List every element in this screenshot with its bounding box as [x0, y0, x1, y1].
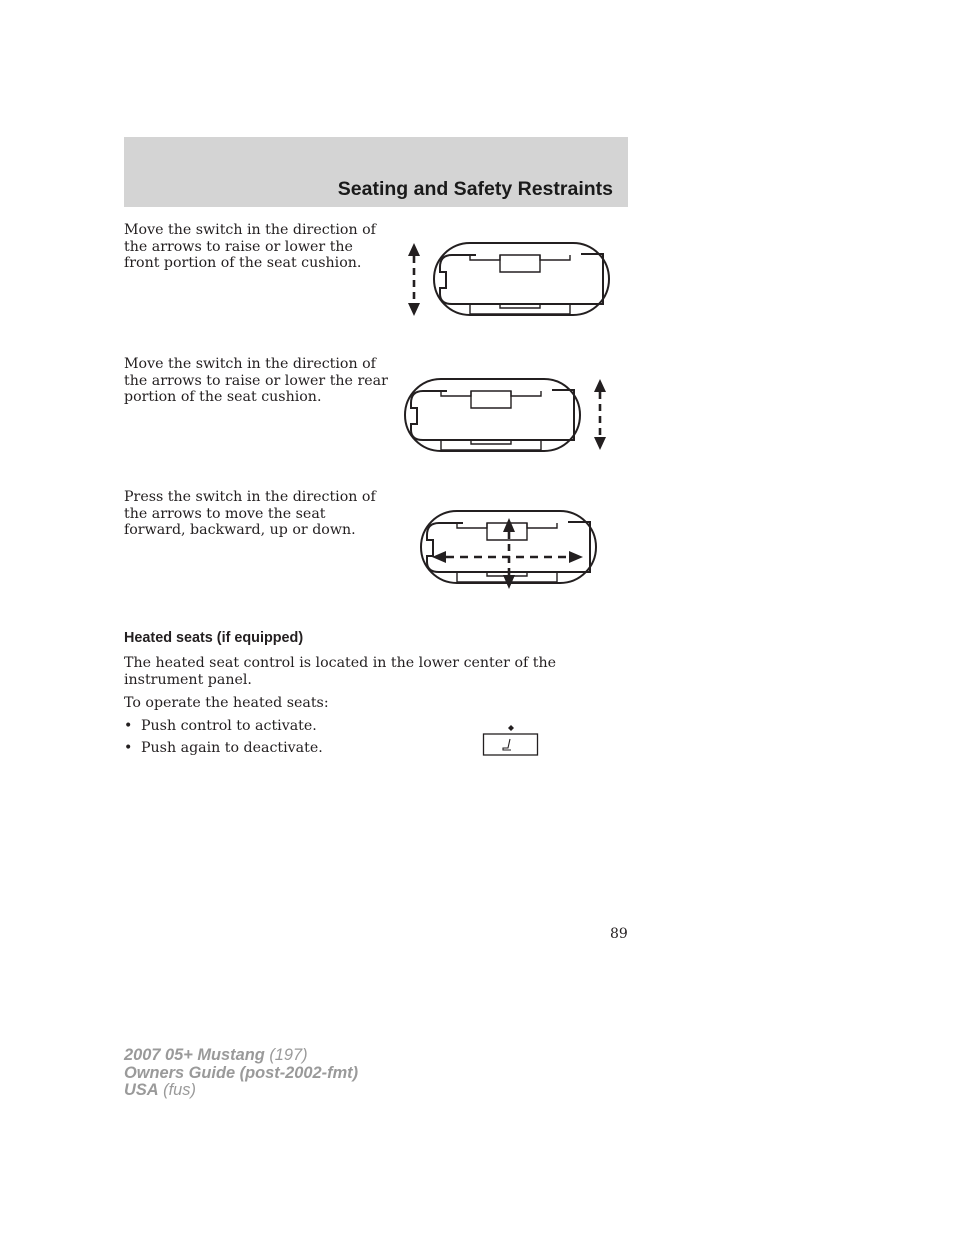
section-heading-heated-seats: Heated seats (if equipped)	[124, 630, 304, 646]
page-title: Seating and Safety Restraints	[337, 178, 613, 200]
bullet-marker: •	[124, 740, 133, 756]
heated-seats-description: The heated seat control is located in the lower center of the instrument panel.	[124, 655, 556, 688]
footer: 2007 05+ Mustang (197) Owners Guide (post-2002-fmt) USA (fus)	[124, 1046, 359, 1100]
header-bar	[124, 137, 628, 207]
instruction-rear-cushion: Move the switch in the direction of the arrows to raise or lower the rear portion of the seat cushion.	[124, 356, 388, 406]
instruction-four-way: Press the switch in the direction of the arrows to move the seat forward, backward, up or down.	[124, 489, 376, 539]
instruction-front-cushion: Move the switch in the direction of the arrows to raise or lower the front portion of the seat cushion.	[124, 222, 376, 272]
page-number: 89	[610, 926, 628, 942]
seat-switch-rear-icon	[400, 374, 616, 458]
heated-seats-operate-intro: To operate the heated seats:	[124, 695, 329, 711]
seat-switch-fourway-icon	[416, 506, 602, 592]
bullet-marker: •	[124, 718, 133, 734]
bullet-deactivate: • Push again to deactivate.	[124, 740, 323, 756]
seat-switch-front-icon	[398, 238, 614, 322]
bullet-activate: • Push control to activate.	[124, 718, 317, 734]
heated-seat-button-icon	[481, 724, 541, 758]
